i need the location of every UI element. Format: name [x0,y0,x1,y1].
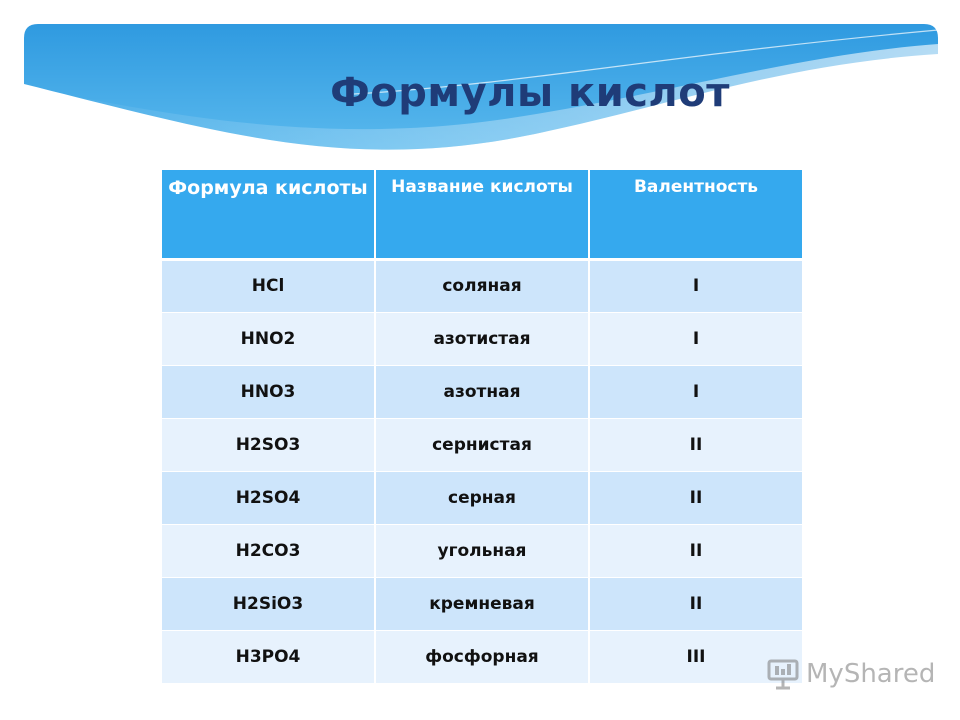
table-row [162,577,802,630]
cell-formula: H3PO4 [162,630,375,683]
header-formula: Формула кислоты [162,170,375,259]
cell-valence: II [589,418,802,471]
cell-formula: HNO2 [162,312,375,365]
cell-formula: HNO3 [162,365,375,418]
table-row [162,259,802,312]
cell-name: сернистая [375,418,589,471]
table-row [162,418,802,471]
cell-valence: II [589,577,802,630]
watermark-text: MyShared [806,659,936,689]
cell-valence: III [589,630,802,683]
cell-valence: II [589,471,802,524]
cell-name: азотистая [375,312,589,365]
cell-valence: I [589,365,802,418]
table-row [162,312,802,365]
cell-valence: I [589,312,802,365]
cell-formula: H2SO3 [162,418,375,471]
cell-name: соляная [375,259,589,312]
presentation-board-icon [766,657,800,691]
cell-valence: II [589,524,802,577]
table-row [162,365,802,418]
cell-name: азотная [375,365,589,418]
cell-name: угольная [375,524,589,577]
cell-name: кремневая [375,577,589,630]
cell-valence: I [589,259,802,312]
slide-title: Формулы кислот [330,70,730,116]
table-row [162,630,802,683]
cell-name: фосфорная [375,630,589,683]
cell-name: серная [375,471,589,524]
header-name: Название кислоты [375,170,589,259]
cell-formula: H2SiO3 [162,577,375,630]
acids-table [162,170,802,684]
cell-formula: H2CO3 [162,524,375,577]
header-valence: Валентность [589,170,802,259]
table-row [162,524,802,577]
myshared-watermark[interactable] [766,654,935,694]
cell-formula: HCl [162,259,375,312]
table-row [162,471,802,524]
cell-formula: H2SO4 [162,471,375,524]
table-header-row [162,170,802,259]
